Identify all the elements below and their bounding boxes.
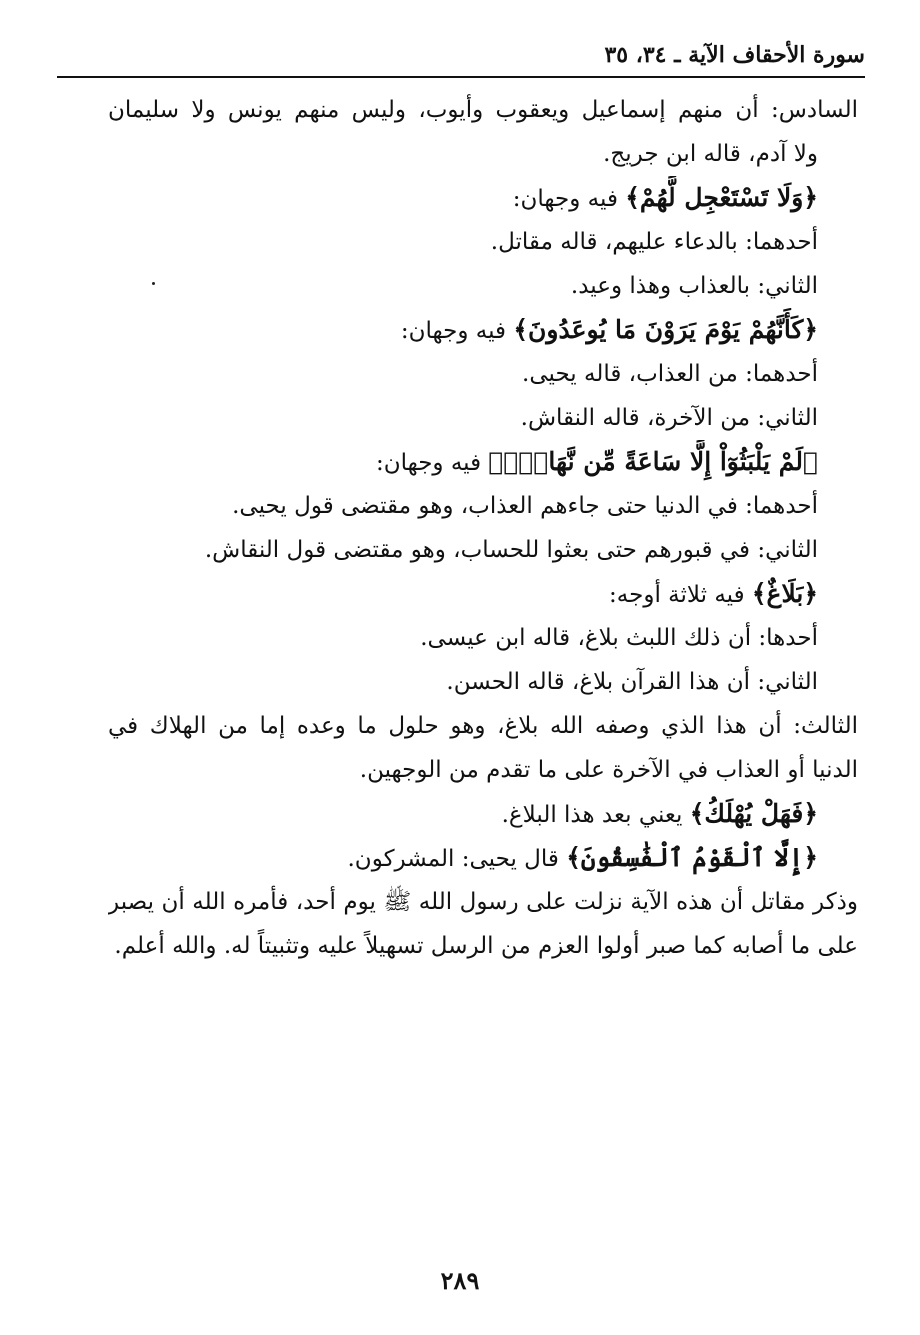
- line-text: يعني بعد هذا البلاغ.: [501, 802, 690, 828]
- verse-line: [108, 572, 858, 616]
- verse-line: [108, 176, 858, 220]
- line-text: الثاني: بالعذاب وهذا وعيد.: [570, 273, 818, 299]
- text-line: [108, 880, 858, 924]
- quran-verse: ﴿كَأَنَّهُمْ يَوْمَ يَرَوْنَ مَا يُوعَدُونَ﴾: [513, 315, 818, 344]
- text-line: [108, 924, 858, 968]
- line-text: فيه وجهان:: [375, 450, 489, 476]
- quran-verse: ﴿لَمْ يَلْبَثُوٓاْ إِلَّا سَاعَةً مِّن نَّهَارٍۭ﴾: [488, 447, 818, 476]
- body-text: [108, 88, 858, 968]
- line-text: أحدها: أن ذلك اللبث بلاغ، قاله ابن عيسى.: [420, 625, 818, 651]
- line-text: السادس: أن منهم إسماعيل ويعقوب وأيوب، وليس منهم يونس ولا سليمان: [108, 97, 858, 123]
- text-line: [108, 748, 858, 792]
- quran-verse: ﴿إِلَّا ٱلْقَوْمُ ٱلْفَٰسِقُونَ﴾: [566, 843, 818, 872]
- verse-line: [108, 308, 858, 352]
- text-line: [108, 88, 858, 132]
- line-text: قال يحيى: المشركون.: [347, 846, 567, 872]
- text-line: [108, 220, 858, 264]
- line-text: ولا آدم، قاله ابن جريج.: [603, 141, 818, 167]
- verse-line: [108, 440, 858, 484]
- verse-line: [108, 836, 858, 880]
- text-line: [108, 660, 858, 704]
- running-header: [57, 40, 865, 78]
- line-text: الدنيا أو العذاب في الآخرة على ما تقدم من الوجهين.: [359, 757, 858, 783]
- quran-verse: ﴿فَهَلْ يُهْلَكُ﴾: [689, 799, 818, 828]
- text-line: [108, 396, 858, 440]
- quran-verse: ﴿وَلَا تَسْتَعْجِل لَّهُمْ﴾: [625, 183, 818, 212]
- text-line: [108, 132, 858, 176]
- line-text: الثاني: في قبورهم حتى بعثوا للحساب، وهو مقتضى قول النقاش.: [204, 537, 818, 563]
- text-line: [108, 528, 858, 572]
- text-line: [108, 484, 858, 528]
- print-speck: [152, 282, 155, 285]
- line-text: فيه وجهان:: [512, 186, 626, 212]
- text-line: [108, 704, 858, 748]
- line-text: الثاني: أن هذا القرآن بلاغ، قاله الحسن.: [446, 669, 818, 695]
- line-text: الثالث: أن هذا الذي وصفه الله بلاغ، وهو حلول ما وعده إما من الهلاك في: [108, 713, 858, 739]
- line-text: وذكر مقاتل أن هذه الآية نزلت على رسول الله ﷺ يوم أحد، فأمره الله أن يصبر: [108, 889, 858, 915]
- verse-line: [108, 792, 858, 836]
- page-number: ٢٨٩: [440, 1266, 480, 1295]
- line-text: فيه وجهان:: [400, 318, 514, 344]
- line-text: على ما أصابه كما صبر أولوا العزم من الرسل تسهيلاً عليه وتثبيتاً له. والله أعلم.: [114, 933, 858, 959]
- text-line: [108, 616, 858, 660]
- line-text: الثاني: من الآخرة، قاله النقاش.: [520, 405, 818, 431]
- quran-verse: ﴿بَلَاغٌ﴾: [751, 579, 818, 608]
- line-text: أحدهما: في الدنيا حتى جاءهم العذاب، وهو مقتضى قول يحيى.: [232, 493, 818, 519]
- text-line: [108, 352, 858, 396]
- line-text: فيه ثلاثة أوجه:: [609, 582, 752, 608]
- line-text: أحدهما: من العذاب، قاله يحيى.: [522, 361, 818, 387]
- running-title: سورة الأحقاف الآية ـ ٣٤، ٣٥: [604, 42, 865, 68]
- text-line: [108, 264, 858, 308]
- line-text: أحدهما: بالدعاء عليهم، قاله مقاتل.: [490, 229, 818, 255]
